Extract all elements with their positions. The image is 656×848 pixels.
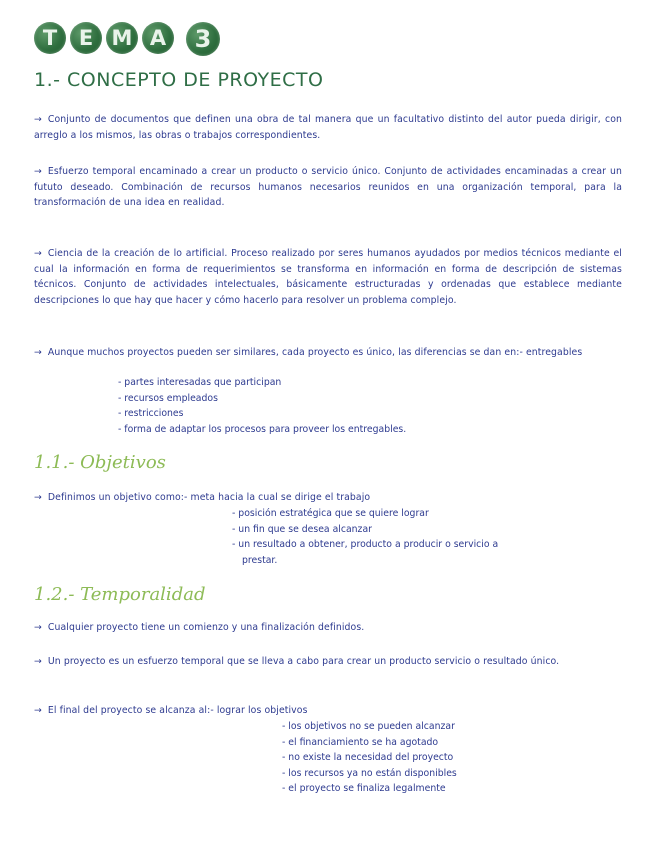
list-item: - recursos empleados: [118, 392, 218, 404]
temporalidad-lead: [34, 703, 622, 719]
deliverables-list: [118, 375, 406, 437]
arrow-icon: →: [34, 622, 42, 633]
paragraph-2-text: Esfuerzo temporal encaminado a crear un producto o servicio único. Conjunto de actividades encaminadas a crear un fututo deseado. Combinación de recursos humanos necesarios reunidos en una organización temporal, para la transformación de una idea en realidad.: [34, 166, 622, 208]
list-item: - forma de adaptar los procesos para proveer los entregables.: [118, 423, 407, 435]
list-item: - los recursos ya no están disponibles: [282, 767, 457, 779]
section-heading-temporalidad: 1.2.- Temporalidad: [34, 584, 206, 605]
section-heading-objetivos: 1.1.- Objetivos: [34, 452, 166, 473]
temporalidad-lead-text: El final del proyecto se alcanza al:- lograr los objetivos: [47, 705, 308, 716]
arrow-icon: →: [34, 656, 42, 667]
list-item: - un resultado a obtener, producto a producir o servicio a: [232, 539, 499, 550]
list-item: - no existe la necesidad del proyecto: [282, 752, 454, 763]
title-number: 3: [186, 22, 220, 56]
list-item: - el proyecto se finaliza legalmente: [282, 783, 446, 794]
list-item: prestar.: [242, 554, 278, 566]
list-item: - restricciones: [118, 408, 184, 419]
paragraph-1-text: Conjunto de documentos que definen una obra de tal manera que un facultativo distinto del autor pueda dirigir, con arreglo a los mismos, las obras o trabajos correspondientes.: [34, 114, 622, 141]
paragraph-4-text: Aunque muchos proyectos pueden ser similares, cada proyecto es único, las diferencias se dan en:- entregables: [47, 347, 583, 358]
arrow-icon: →: [34, 248, 42, 259]
paragraph-4: [34, 345, 622, 361]
temporalidad-p1-text: Cualquier proyecto tiene un comienzo y una finalización definidos.: [47, 622, 365, 633]
arrow-icon: →: [34, 347, 42, 358]
arrow-icon: →: [34, 166, 42, 177]
paragraph-1: [34, 112, 622, 143]
temporalidad-list: [282, 719, 457, 797]
objetivos-lead-text: Definimos un objetivo como:- meta hacia la cual se dirige el trabajo: [47, 492, 371, 503]
title-letter-t: T: [34, 22, 66, 54]
objetivos-lead: [34, 490, 622, 506]
section-heading-concepto: 1.- CONCEPTO DE PROYECTO: [34, 69, 324, 91]
title-letter-e: E: [70, 22, 102, 54]
list-item: - los objetivos no se pueden alcanzar: [282, 721, 455, 732]
temporalidad-p2: [34, 654, 622, 670]
objetivos-list: [232, 506, 498, 568]
paragraph-2: [34, 164, 622, 211]
paragraph-3-text: Ciencia de la creación de lo artificial. Proceso realizado por seres humanos ayudados por medios técnicos mediante el cual la información en forma de requerimientos se transforma en información en forma de descripción de sistemas técnicos. Conjunto de actividades intelectuales, básicamente estructuradas y ordenadas que establece mediante descripciones lo que hay que hacer y cómo hacerlo para resolver un problema complejo.: [34, 248, 622, 306]
list-item: - partes interesadas que participan: [118, 377, 282, 388]
title-letter-a: A: [142, 22, 174, 54]
title-banner: [34, 22, 220, 56]
arrow-icon: →: [34, 705, 42, 716]
list-item: - un fin que se desea alcanzar: [232, 523, 372, 535]
temporalidad-p1: [34, 620, 622, 636]
temporalidad-p2-text: Un proyecto es un esfuerzo temporal que se lleva a cabo para crear un producto servicio o resultado único.: [47, 656, 560, 667]
arrow-icon: →: [34, 114, 42, 125]
arrow-icon: →: [34, 492, 42, 503]
list-item: - el financiamiento se ha agotado: [282, 736, 439, 748]
list-item: - posición estratégica que se quiere lograr: [232, 508, 429, 519]
paragraph-3: [34, 246, 622, 308]
title-letter-m: M: [106, 22, 138, 54]
